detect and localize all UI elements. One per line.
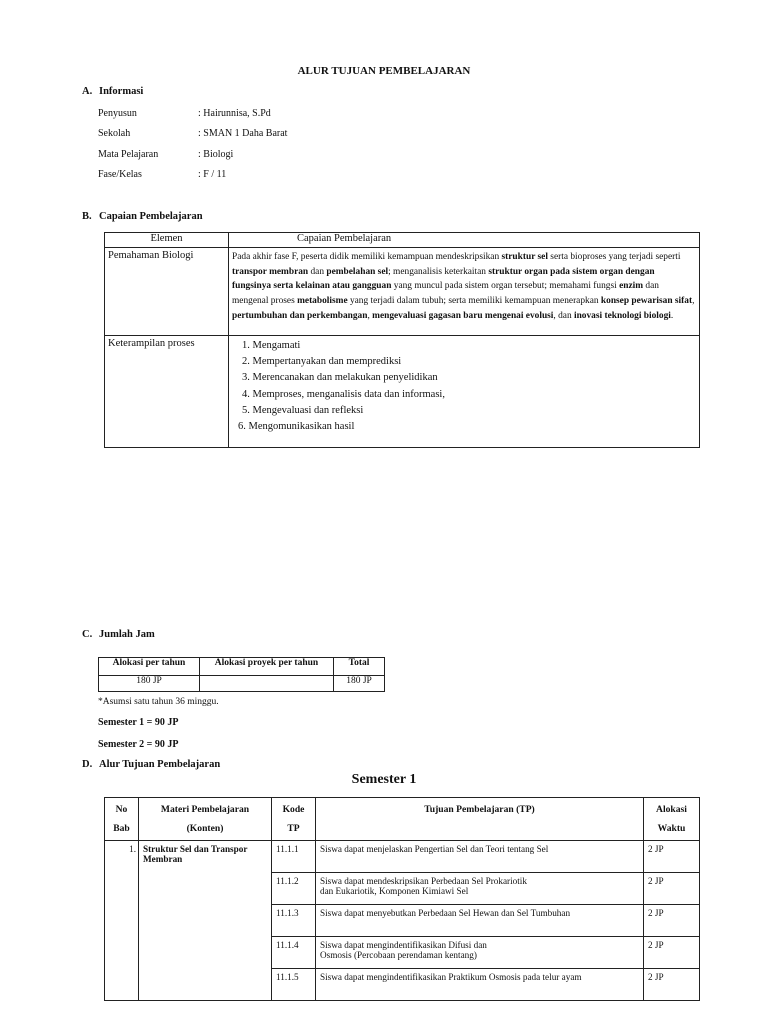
kode-cell: 11.1.2	[272, 873, 316, 905]
header-text: Kode	[282, 804, 305, 815]
section-d-title: Alur Tujuan Pembelajaran	[99, 759, 221, 770]
header-total: Total	[334, 658, 385, 676]
bold-term: struktur sel	[501, 252, 548, 262]
info-row-penyusun	[0, 108, 768, 122]
info-value: : F / 11	[198, 169, 227, 180]
info-value: : Biologi	[198, 149, 234, 160]
header-alokasi-proyek: Alokasi proyek per tahun	[200, 658, 334, 676]
jam-value: 180 JP	[99, 676, 200, 692]
header-tujuan: Tujuan Pembelajaran (TP)	[316, 798, 644, 841]
header-text: Waktu	[657, 823, 686, 834]
section-b-letter: B.	[82, 211, 92, 222]
kode-cell: 11.1.1	[272, 841, 316, 873]
section-b-title: Capaian Pembelajaran	[99, 211, 203, 222]
header-capaian: Capaian Pembelajaran	[229, 233, 700, 248]
text-run: serta bioproses yang terjadi seperti	[547, 252, 681, 262]
kode-cell: 11.1.5	[272, 969, 316, 1001]
capaian-row-keterampilan	[105, 336, 700, 448]
alokasi-cell: 2 JP	[644, 841, 700, 873]
text-run: dan mengenal proses	[232, 281, 659, 307]
list-item: 1. Mengamati	[242, 340, 301, 351]
bold-term: inovasi teknologi biologi	[573, 310, 671, 321]
bold-term: enzim	[619, 281, 644, 292]
jam-header-row	[99, 658, 385, 676]
bold-term: mengevaluasi gagasan baru mengenai evolusi	[372, 310, 554, 321]
header-text: Alokasi	[656, 804, 687, 815]
jam-value-row	[99, 676, 385, 692]
jam-note: *Asumsi satu tahun 36 minggu.	[98, 697, 219, 707]
text-run: ,	[367, 310, 373, 321]
capaian-cell	[229, 336, 700, 448]
info-key: Fase/Kelas	[98, 169, 142, 180]
bold-term: struktur organ pada sistem organ dengan fungsinya serta kelainan atau gangguan	[232, 266, 655, 292]
list-item: 2. Mempertanyakan dan memprediksi	[242, 356, 402, 368]
text-run: ; menganalisis keterkaitan	[388, 266, 489, 277]
elemen-cell: Keterampilan proses	[105, 336, 229, 448]
header-alokasi-waktu	[644, 798, 700, 841]
section-a-heading	[82, 86, 143, 97]
text-run: , dan	[553, 310, 574, 321]
header-text: Materi Pembelajaran	[160, 804, 250, 815]
bold-term: metabolisme	[297, 296, 348, 307]
info-key: Mata Pelajaran	[98, 149, 159, 160]
list-item: 3. Merencanakan dan melakukan penyelidikan	[242, 372, 438, 384]
header-text: Bab	[113, 823, 130, 834]
capaian-cell	[229, 248, 700, 336]
jam-value: 180 JP	[334, 676, 385, 692]
list-item: 6. Mengomunikasikan hasil	[238, 421, 355, 433]
section-d-heading	[82, 759, 220, 770]
kode-cell: 11.1.4	[272, 937, 316, 969]
header-no-bab	[105, 798, 139, 841]
info-key: Sekolah	[98, 128, 131, 139]
capaian-header-row	[105, 233, 700, 248]
section-a-title: Informasi	[99, 86, 144, 97]
capaian-table	[104, 232, 700, 448]
alokasi-cell: 2 JP	[644, 969, 700, 1001]
tujuan-cell: Siswa dapat menyebutkan Perbedaan Sel Hewan dan Sel Tumbuhan	[316, 905, 644, 937]
capaian-paragraph	[232, 250, 696, 324]
text-run: yang terjadi dalam tubuh; serta memiliki kemampuan menerapkan	[347, 296, 601, 307]
semester-1-total: Semester 1 = 90 JP	[98, 717, 179, 728]
jam-table	[98, 657, 385, 692]
text-run: yang muncul pada sistem organ tersebut; memahami fungsi	[391, 281, 620, 292]
text-run: .	[670, 310, 674, 321]
bab-materi-cell: Struktur Sel dan Transpor Membran	[139, 841, 272, 1001]
semester-heading: Semester 1	[351, 772, 417, 787]
semester-2-total: Semester 2 = 90 JP	[98, 739, 179, 750]
info-row-sekolah	[0, 128, 768, 142]
header-alokasi-tahun: Alokasi per tahun	[99, 658, 200, 676]
list-item: 5. Mengevaluasi dan refleksi	[242, 404, 364, 416]
bab-no-cell: 1.	[105, 841, 139, 1001]
tujuan-cell: Siswa dapat mengindentifikasikan Difusi dan Osmosis (Percobaan perendaman kentang)	[316, 937, 644, 969]
section-c-heading	[82, 629, 155, 640]
header-materi	[139, 798, 272, 841]
info-key: Penyusun	[98, 108, 137, 119]
bold-term: konsep pewarisan sifat	[600, 296, 693, 307]
header-text: (Konten)	[186, 823, 224, 834]
tujuan-cell: Siswa dapat menjelaskan Pengertian Sel dan Teori tentang Sel	[316, 841, 644, 873]
atp-table	[104, 797, 700, 1001]
info-value: : Hairunnisa, S.Pd	[198, 108, 271, 119]
section-a-letter: A.	[82, 86, 93, 97]
bold-term: transpor membran	[232, 266, 309, 277]
capaian-row-pemahaman	[105, 248, 700, 336]
table-row	[105, 841, 700, 873]
bold-term: pertumbuhan dan perkembangan	[232, 310, 368, 321]
document-title: ALUR TUJUAN PEMBELAJARAN	[297, 65, 471, 77]
keterampilan-list	[232, 338, 696, 435]
text-run: Pada akhir fase F, peserta didik memiliki kemampuan mendeskripsikan	[232, 252, 502, 262]
section-d-letter: D.	[82, 759, 93, 770]
section-b-heading	[82, 211, 203, 222]
section-c-title: Jumlah Jam	[99, 629, 155, 640]
header-text: TP	[287, 823, 300, 834]
alokasi-cell: 2 JP	[644, 873, 700, 905]
header-elemen: Elemen	[105, 233, 229, 248]
header-text: No	[115, 804, 128, 815]
tujuan-cell: Siswa dapat mendeskripsikan Perbedaan Sel Prokariotik dan Eukariotik, Komponen Kimiawi Sel	[316, 873, 644, 905]
info-value: : SMAN 1 Daha Barat	[198, 128, 288, 139]
header-kode-tp	[272, 798, 316, 841]
text-run: ,	[692, 296, 695, 307]
list-item: 4. Memproses, menganalisis data dan informasi,	[242, 388, 445, 400]
atp-header-row	[105, 798, 700, 841]
jam-value	[200, 676, 334, 692]
alokasi-cell: 2 JP	[644, 905, 700, 937]
kode-cell: 11.1.3	[272, 905, 316, 937]
section-c-letter: C.	[82, 629, 93, 640]
elemen-cell: Pemahaman Biologi	[105, 248, 229, 336]
text-run: dan	[308, 266, 327, 277]
info-row-fase-kelas	[0, 169, 768, 183]
tujuan-cell: Siswa dapat mengindentifikasikan Praktikum Osmosis pada telur ayam	[316, 969, 644, 1001]
bold-term: pembelahan sel	[326, 266, 389, 277]
info-row-mata-pelajaran	[0, 149, 768, 163]
alokasi-cell: 2 JP	[644, 937, 700, 969]
